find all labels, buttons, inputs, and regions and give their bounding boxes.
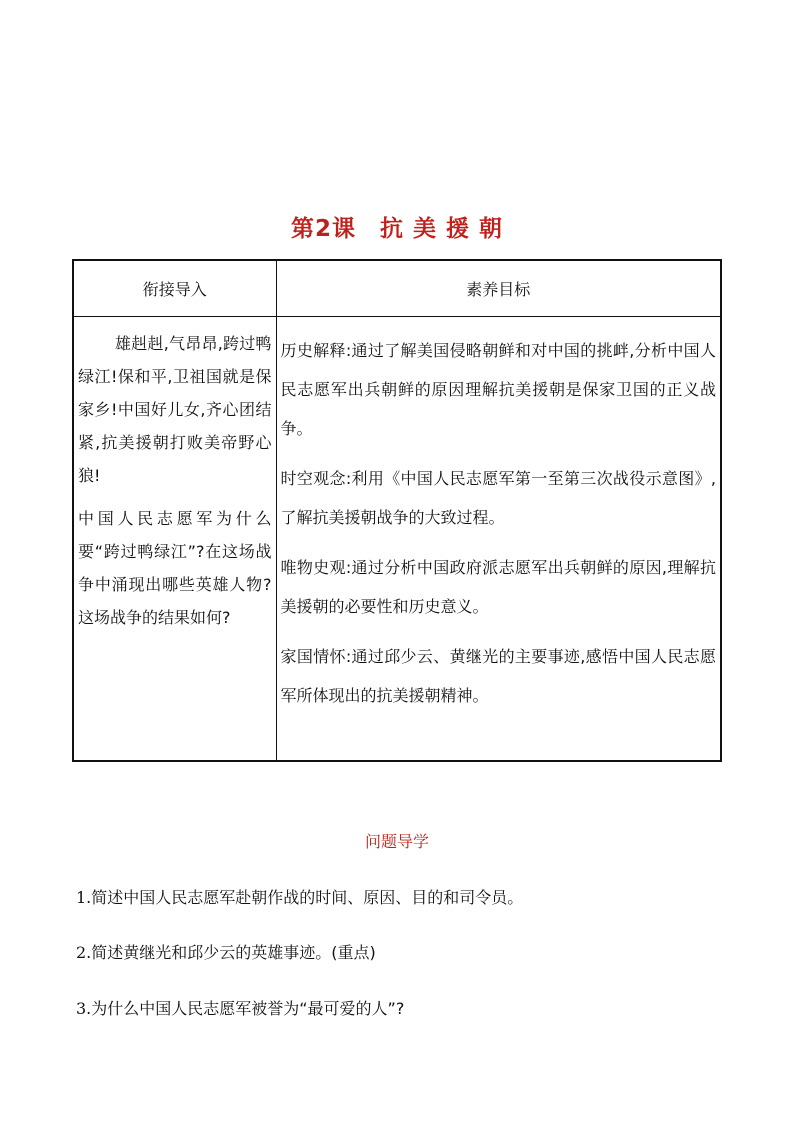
question-text: 为什么中国人民志愿军被誉为“最可爱的人”? <box>91 999 405 1018</box>
intro-cell <box>73 317 276 762</box>
goal-historical-interpretation: 历史解释:通过了解美国侵略朝鲜和对中国的挑衅,分析中国人民志愿军出兵朝鲜的原因理解抗美援朝是保家卫国的正义战争。 <box>280 341 716 438</box>
guide-question <box>76 940 376 963</box>
intro-song-lyrics: 雄赳赳,气昂昂,跨过鸭绿江!保和平,卫祖国就是保家乡!中国好儿女,齐心团结紧,抗美援朝打败美帝野心狼! <box>78 334 272 485</box>
goals-cell <box>276 317 721 762</box>
intro-questions: 中国人民志愿军为什么要“跨过鸭绿江”?在这场战争中涌现出哪些英雄人物?这场战争的结果如何? <box>78 509 272 627</box>
goal-materialism: 唯物史观:通过分析中国政府派志愿军出兵朝鲜的原因,理解抗美援朝的必要性和历史意义。 <box>280 558 716 616</box>
question-number: 2. <box>76 943 92 962</box>
goal-patriotism: 家国情怀:通过邱少云、黄继光的主要事迹,感悟中国人民志愿军所体现出的抗美援朝精神。 <box>280 647 716 705</box>
table-body-row <box>73 317 721 762</box>
guide-question <box>76 996 404 1019</box>
header-goals: 素养目标 <box>276 260 721 317</box>
question-number: 1. <box>76 888 92 907</box>
lesson-title: 第2课 抗 美 援 朝 <box>290 216 504 242</box>
question-number: 3. <box>76 999 92 1018</box>
question-text: 简述中国人民志愿军赴朝作战的时间、原因、目的和司令员。 <box>91 888 524 907</box>
header-intro: 衔接导入 <box>73 260 276 317</box>
lesson-goals-table <box>72 259 722 762</box>
goal-space-time: 时空观念:利用《中国人民志愿军第一至第三次战役示意图》,了解抗美援朝战争的大致过程。 <box>280 469 716 527</box>
question-text: 简述黄继光和邱少云的英雄事迹。(重点) <box>91 943 376 962</box>
table-header-row <box>73 260 721 317</box>
guide-heading: 问题导学 <box>364 832 429 851</box>
guide-question <box>76 885 523 908</box>
